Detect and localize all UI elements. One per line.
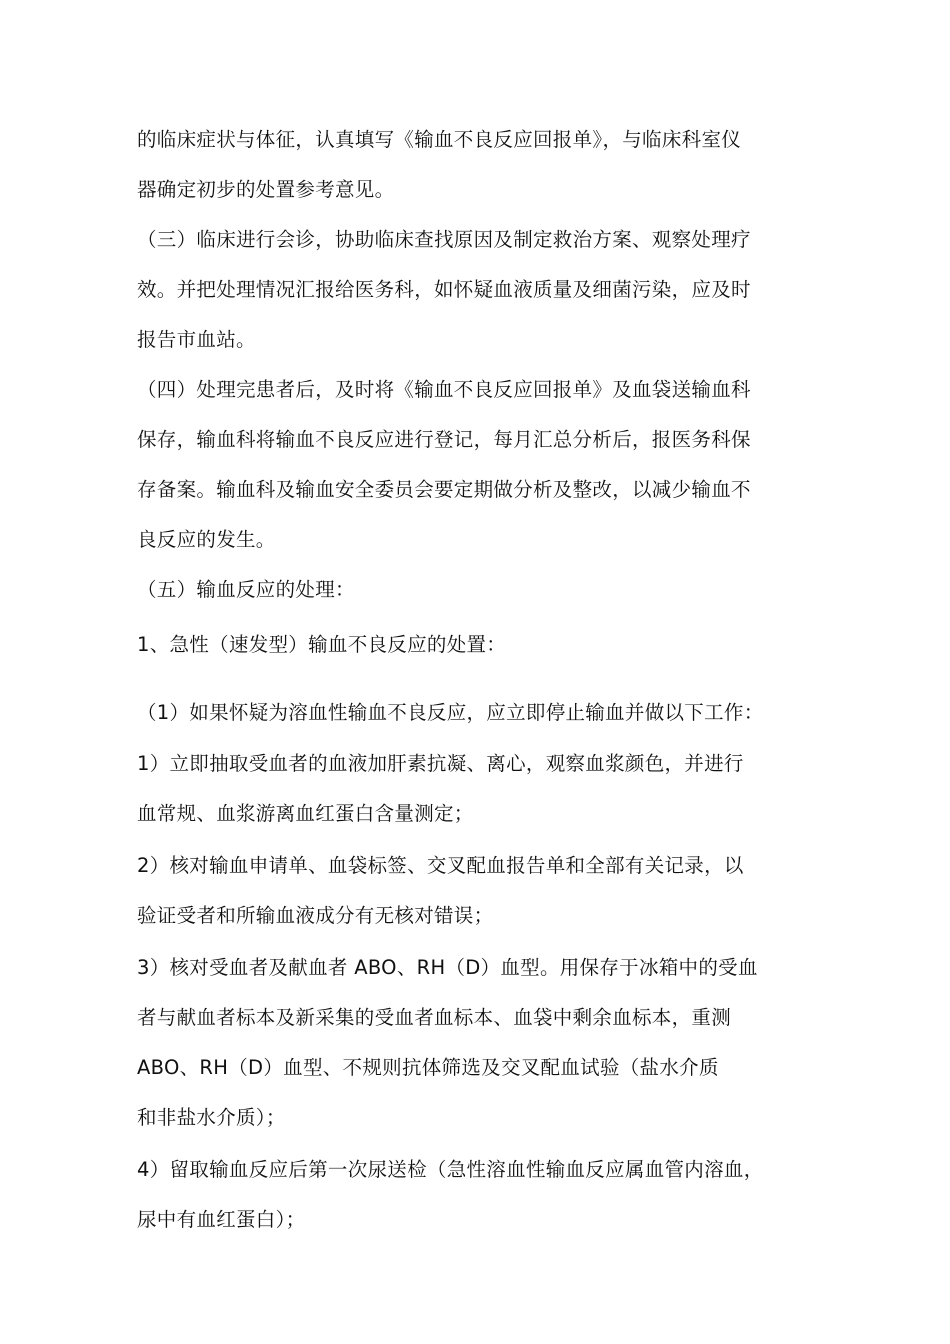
text-line: 4）留取输血反应后第一次尿送检（急性溶血性输血反应属血管内溶血， [137,1158,764,1181]
text-line: 2）核对输血申请单、血袋标签、交叉配血报告单和全部有关记录，以 [137,854,744,877]
text-line: 者与献血者标本及新采集的受血者血标本、血袋中剩余血标本，重测 [137,1006,732,1029]
text-line: （三）临床进行会诊，协助临床查找原因及制定救治方案、观察处理疗 [137,228,751,251]
text-line: 3）核对受血者及献血者 ABO、RH（D）血型。用保存于冰箱中的受血 [137,956,758,979]
text-line: （五）输血反应的处理： [137,578,355,601]
text-line: 1）立即抽取受血者的血液加肝素抗凝、离心，观察血浆颜色，并进行 [137,752,744,775]
text-line: 和非盐水介质）； [137,1106,286,1129]
text-line: 存备案。输血科及输血安全委员会要定期做分析及整改，以减少输血不 [137,478,751,501]
text-line: 1、急性（速发型）输血不良反应的处置： [137,633,507,656]
text-line: （1）如果怀疑为溶血性输血不良反应，应立即停止输血并做以下工作： [137,701,764,724]
text-line: （四）处理完患者后，及时将《输血不良反应回报单》及血袋送输血科 [137,378,751,401]
text-line: 验证受者和所输血液成分有无核对错误； [137,904,494,927]
text-line: 良反应的发生。 [137,528,276,551]
text-line: ABO、RH（D）血型、不规则抗体筛选及交叉配血试验（盐水介质 [137,1056,719,1079]
text-line: 保存，输血科将输血不良反应进行登记，每月汇总分析后，报医务科保 [137,428,751,451]
text-line: 器确定初步的处置参考意见。 [137,178,395,201]
text-line: 血常规、血浆游离血红蛋白含量测定； [137,802,474,825]
text-line: 效。并把处理情况汇报给医务科，如怀疑血液质量及细菌污染，应及时 [137,278,751,301]
text-line: 的临床症状与体征，认真填写《输血不良反应回报单》，与临床科室仪 [137,128,742,151]
text-line: 报告市血站。 [137,328,256,351]
text-line: 尿中有血红蛋白）； [137,1208,306,1231]
